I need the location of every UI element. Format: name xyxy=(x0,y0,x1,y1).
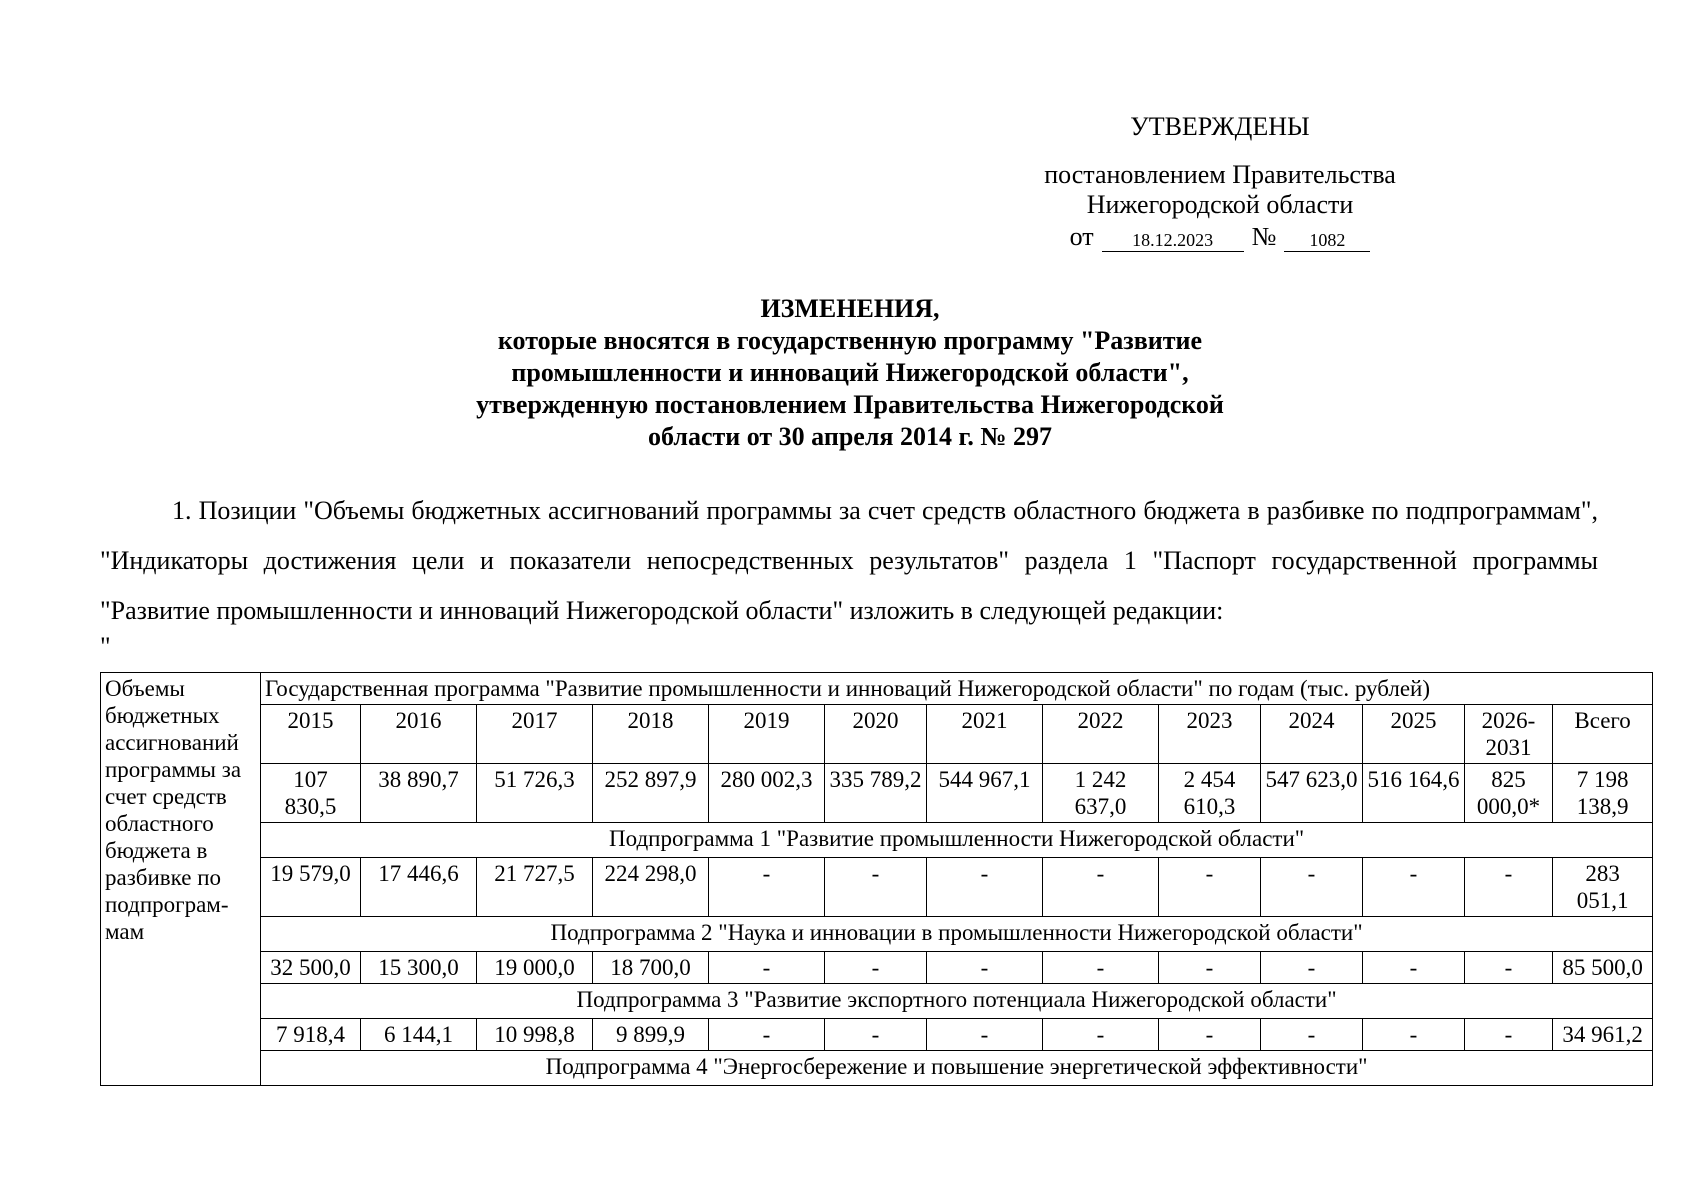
title-line-1: ИЗМЕНЕНИЯ, xyxy=(760,294,940,323)
subprogram-value-cell: 283 051,1 xyxy=(1553,858,1653,917)
subprogram-value-cell: - xyxy=(1043,858,1159,917)
program-value-cell: 107 830,5 xyxy=(261,764,361,823)
subprogram-value-cell: 224 298,0 xyxy=(593,858,709,917)
title-line-4: утвержденную постановлением Правительства Нижегородской xyxy=(476,390,1224,419)
row-label-cell: Объемы бюджетных ассигнований программы за счет средств областного бюджета в разбивке по подпрограммам xyxy=(101,673,261,1086)
subprogram-value-cell: - xyxy=(1261,1019,1363,1051)
subprogram-title-cell: Подпрограмма 3 "Развитие экспортного потенциала Нижегородской области" xyxy=(261,984,1653,1019)
subprogram-value-cell: - xyxy=(709,952,825,984)
year-header-cell: 2020 xyxy=(825,705,927,764)
approval-line-2: Нижегородской области xyxy=(1086,190,1354,219)
subprogram-value-cell: - xyxy=(927,1019,1043,1051)
subprogram-value-cell: - xyxy=(825,952,927,984)
year-header-cell: 2017 xyxy=(477,705,593,764)
program-value-cell: 516 164,6 xyxy=(1363,764,1465,823)
subprogram-value-cell: - xyxy=(825,858,927,917)
approval-heading: УТВЕРЖДЕНЫ xyxy=(1130,112,1310,141)
title-line-5: области от 30 апреля 2014 г. № 297 xyxy=(648,422,1052,451)
subprogram-value-cell: 6 144,1 xyxy=(361,1019,477,1051)
program-value-cell: 335 789,2 xyxy=(825,764,927,823)
subprogram-value-cell: 7 918,4 xyxy=(261,1019,361,1051)
year-header-cell: 2026-2031 xyxy=(1465,705,1553,764)
year-header-cell: 2021 xyxy=(927,705,1043,764)
approval-block xyxy=(1000,112,1440,252)
year-header-cell: 2024 xyxy=(1261,705,1363,764)
subprogram-value-cell: 85 500,0 xyxy=(1553,952,1653,984)
subprogram-value-cell: - xyxy=(1159,952,1261,984)
subprogram-title-row xyxy=(101,823,1653,858)
program-value-cell: 252 897,9 xyxy=(593,764,709,823)
program-value-cell: 825 000,0* xyxy=(1465,764,1553,823)
approval-number: 1082 xyxy=(1284,229,1370,252)
subprogram-value-cell: 17 446,6 xyxy=(361,858,477,917)
year-header-cell: 2023 xyxy=(1159,705,1261,764)
number-sign: № xyxy=(1251,222,1277,251)
subprogram-value-cell: 21 727,5 xyxy=(477,858,593,917)
subprogram-value-cell: - xyxy=(1465,1019,1553,1051)
subprogram-value-cell: 19 579,0 xyxy=(261,858,361,917)
subprogram-title-row xyxy=(101,984,1653,1019)
program-value-cell: 51 726,3 xyxy=(477,764,593,823)
paragraph-text: 1. Позиции "Объемы бюджетных ассигнований программы за счет средств областного бюджета в разбивке по подпрограммам", "Индикаторы достижения цели и показатели непосредственных результатов" раздела 1 "Паспорт государственной программы "Развитие промышленности и инноваций Нижегородской области" изложить в следующей редакции: xyxy=(100,496,1598,625)
year-header-cell: 2018 xyxy=(593,705,709,764)
subprogram-value-cell: - xyxy=(927,858,1043,917)
subprogram-value-cell: - xyxy=(1363,1019,1465,1051)
program-header-row xyxy=(101,673,1653,705)
program-value-cell: 7 198 138,9 xyxy=(1553,764,1653,823)
approval-date-line xyxy=(1000,222,1440,252)
year-header-cell: 2019 xyxy=(709,705,825,764)
subprogram-value-cell: - xyxy=(1261,858,1363,917)
program-value-cell: 280 002,3 xyxy=(709,764,825,823)
subprogram-value-cell: - xyxy=(1363,952,1465,984)
subprogram-values-row xyxy=(101,1019,1653,1051)
program-header-cell: Государственная программа "Развитие промышленности и инноваций Нижегородской области" по годам (тыс. рублей) xyxy=(261,673,1653,705)
open-quote: " xyxy=(100,632,111,661)
subprogram-title-row xyxy=(101,917,1653,952)
year-header-cell: 2022 xyxy=(1043,705,1159,764)
subprogram-value-cell: - xyxy=(1363,858,1465,917)
subprogram-value-cell: - xyxy=(709,858,825,917)
title-line-2: которые вносятся в государственную программу "Развитие xyxy=(497,326,1203,355)
budget-table xyxy=(100,672,1653,1086)
subprogram-value-cell: - xyxy=(1159,858,1261,917)
subprogram-title-cell: Подпрограмма 2 "Наука и инновации в промышленности Нижегородской области" xyxy=(261,917,1653,952)
subprogram-title-row xyxy=(101,1051,1653,1086)
subprogram-value-cell: - xyxy=(1043,952,1159,984)
subprogram-values-row xyxy=(101,858,1653,917)
subprogram-value-cell: - xyxy=(1465,952,1553,984)
year-header-cell: 2025 xyxy=(1363,705,1465,764)
program-value-cell: 544 967,1 xyxy=(927,764,1043,823)
approval-line-1: постановлением Правительства xyxy=(1044,160,1396,189)
subprogram-value-cell: 9 899,9 xyxy=(593,1019,709,1051)
subprogram-value-cell: - xyxy=(1159,1019,1261,1051)
subprogram-value-cell: - xyxy=(825,1019,927,1051)
subprogram-value-cell: 10 998,8 xyxy=(477,1019,593,1051)
subprogram-title-cell: Подпрограмма 4 "Энергосбережение и повышение энергетической эффективности" xyxy=(261,1051,1653,1086)
year-header-cell: 2015 xyxy=(261,705,361,764)
subprogram-title-cell: Подпрограмма 1 "Развитие промышленности Нижегородской области" xyxy=(261,823,1653,858)
program-value-cell: 547 623,0 xyxy=(1261,764,1363,823)
subprogram-value-cell: - xyxy=(709,1019,825,1051)
subprogram-value-cell: - xyxy=(1043,1019,1159,1051)
subprogram-value-cell: - xyxy=(927,952,1043,984)
program-value-cell: 1 242 637,0 xyxy=(1043,764,1159,823)
subprogram-value-cell: - xyxy=(1465,858,1553,917)
program-value-cell: 2 454 610,3 xyxy=(1159,764,1261,823)
program-value-cell: 38 890,7 xyxy=(361,764,477,823)
subprogram-value-cell: 32 500,0 xyxy=(261,952,361,984)
body-paragraph xyxy=(100,486,1598,636)
from-label: от xyxy=(1069,222,1094,251)
years-row xyxy=(101,705,1653,764)
program-values-row xyxy=(101,764,1653,823)
subprogram-value-cell: 18 700,0 xyxy=(593,952,709,984)
subprogram-value-cell: 34 961,2 xyxy=(1553,1019,1653,1051)
year-header-cell: 2016 xyxy=(361,705,477,764)
document-title xyxy=(300,293,1400,453)
subprogram-value-cell: - xyxy=(1261,952,1363,984)
subprogram-value-cell: 15 300,0 xyxy=(361,952,477,984)
title-line-3: промышленности и инноваций Нижегородской области", xyxy=(511,358,1189,387)
subprogram-values-row xyxy=(101,952,1653,984)
year-header-cell: Всего xyxy=(1553,705,1653,764)
approval-date: 18.12.2023 xyxy=(1102,229,1244,252)
subprogram-value-cell: 19 000,0 xyxy=(477,952,593,984)
